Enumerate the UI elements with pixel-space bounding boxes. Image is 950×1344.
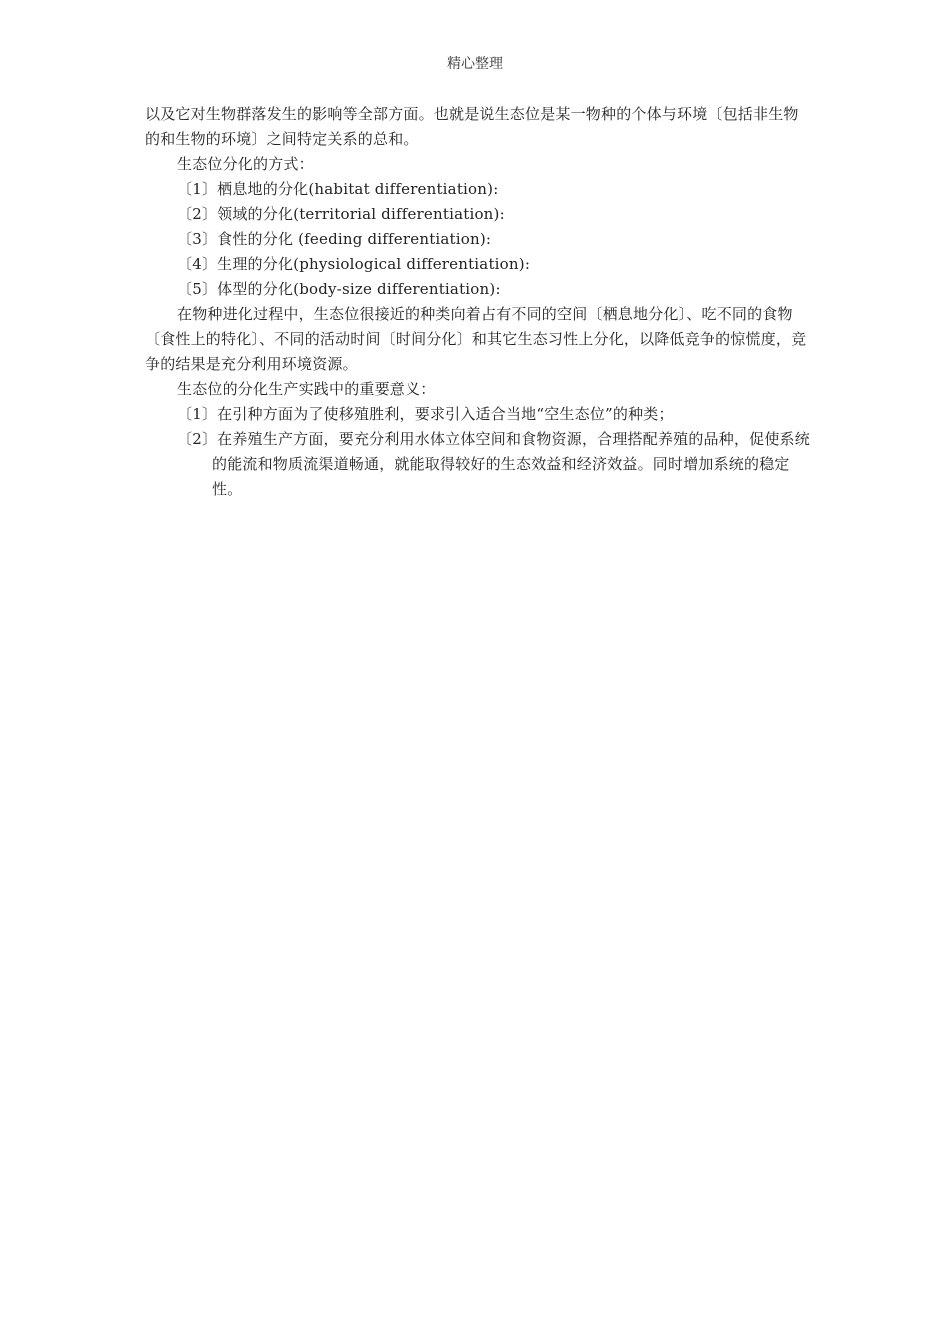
- page-header: 精心整理: [447, 56, 503, 72]
- significance-item-2: 〔2〕在养殖生产方面，要充分利用水体立体空间和食物资源，合理搭配养殖的品种，促使系统的能流和物质流渠道畅通，就能取得较好的生态效益和经济效益。同时增加系统的稳定性。: [177, 430, 810, 498]
- intro-paragraph: 以及它对生物群落发生的影响等全部方面。也就是说生态位是某一物种的个体与环境〔包括非生物的和生物的环境〕之间特定关系的总和。: [145, 105, 799, 148]
- evolution-paragraph: 在物种进化过程中，生态位很接近的种类向着占有不同的空间〔栖息地分化〕、吃不同的食物〔食性上的特化〕、不同的活动时间〔时间分化〕和其它生态习性上分化，以降低竞争的惊慌度，竞争的结果是充分利用环境资源。: [145, 305, 807, 373]
- mode-item-2: 〔2〕领域的分化(territorial differentiation):: [177, 205, 505, 223]
- modes-heading: 生态位分化的方式：: [177, 155, 314, 173]
- mode-item-1: 〔1〕栖息地的分化(habitat differentiation):: [177, 180, 499, 198]
- document-body: [145, 102, 810, 502]
- significance-item-1: 〔1〕在引种方面为了使移殖胜利，要求引入适合当地“空生态位”的种类；: [177, 405, 674, 423]
- mode-item-3: 〔3〕食性的分化 (feeding differentiation):: [177, 230, 492, 248]
- significance-heading: 生态位的分化生产实践中的重要意义：: [177, 380, 436, 398]
- mode-item-5: 〔5〕体型的分化(body-size differentiation):: [177, 280, 501, 298]
- mode-item-4: 〔4〕生理的分化(physiological differentiation):: [177, 255, 531, 273]
